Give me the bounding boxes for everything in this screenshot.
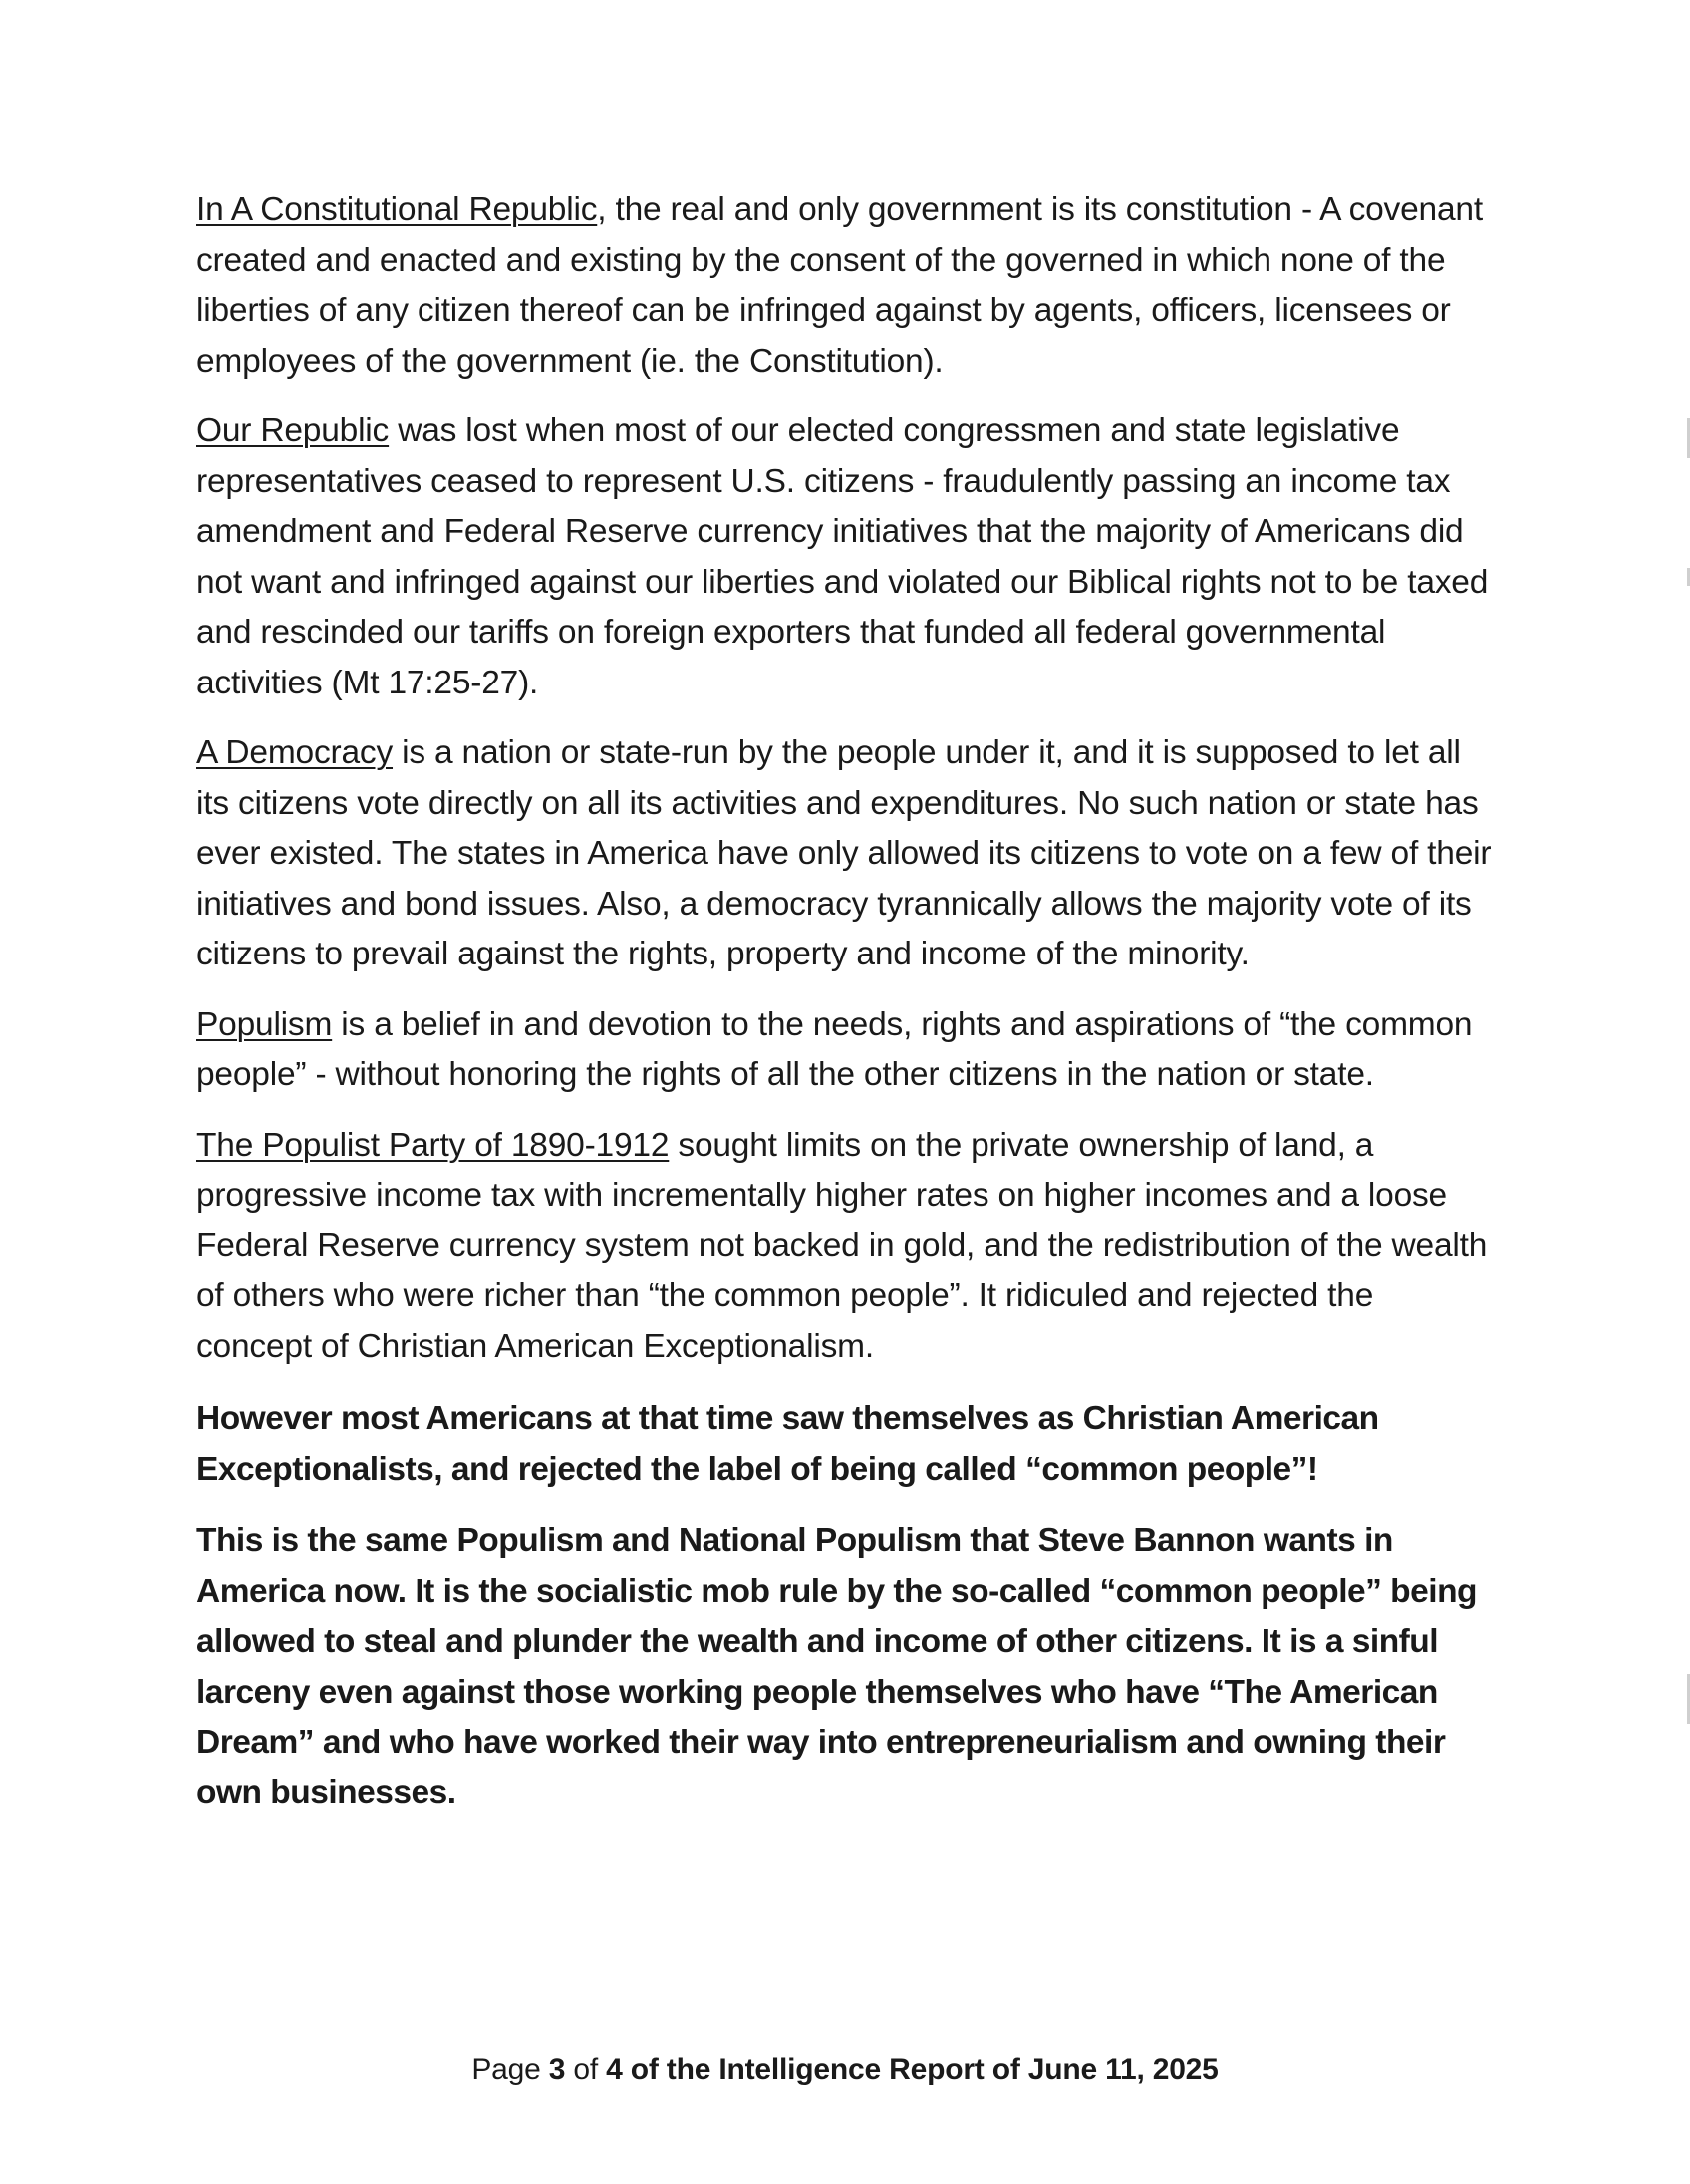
footer-of: of [565, 2053, 607, 2086]
footer-page-number: 3 [548, 2053, 566, 2086]
bold-paragraph-exceptionalists: However most Americans at that time saw themselves as Christian American Exceptionalists, and rejected the label of being called “common people”! [196, 1400, 1379, 1488]
paragraph-text: is a nation or state-run by the people under it, and it is supposed to let all its citizens vote directly on all its activities and expenditures. No such nation or state has ever existed. The states in America have only allowed its citizens to vote on a few of their initiatives and bond issues. Also, a democracy tyrannically allows the majority vote of its citizens to prevail against the rights, property and income of the minority. [196, 734, 1492, 972]
bold-paragraph-bannon: This is the same Populism and National Populism that Steve Bannon wants in America now. It is the socialistic mob rule by the so-called “common people” being allowed to steal and plunder the wealth and income of other citizens. It is a sinful larceny even against those working people themselves who have “The American Dream” and who have worked their way into entrepreneurialism and owning their own businesses. [196, 1522, 1478, 1811]
page-footer [0, 2050, 1690, 2090]
paragraph-constitutional-republic [196, 185, 1492, 387]
paragraph-text: is a belief in and devotion to the needs, rights and aspirations of “the common people” - without honoring the rights of all the other citizens in the nation or state. [196, 1005, 1473, 1093]
term-democracy: A Democracy [196, 734, 394, 771]
term-populism: Populism [196, 1005, 333, 1043]
paragraph-our-republic [196, 407, 1492, 708]
footer-prefix: Page [471, 2053, 549, 2086]
paragraph-text: was lost when most of our elected congressmen and state legislative representatives ceased to represent U.S. citizens - fraudulently passing an income tax amendment and Federal Reserve currency initiatives that the majority of Americans did not want and infringed against our liberties and violated our Biblical rights not to be taxed and rescinded our tariffs on foreign exporters that funded all federal governmental activities (Mt 17:25-27). [196, 412, 1489, 701]
document-body [196, 185, 1492, 1840]
footer-report-title: of the Intelligence Report of June 11, 2025 [622, 2053, 1219, 2086]
term-populist-party: The Populist Party of 1890-1912 [196, 1126, 670, 1164]
paragraph-democracy [196, 728, 1492, 980]
term-constitutional-republic: In A Constitutional Republic [196, 191, 598, 228]
paragraph-populism [196, 1000, 1492, 1101]
term-our-republic: Our Republic [196, 412, 390, 449]
paragraph-populist-party [196, 1121, 1492, 1373]
footer-total-pages: 4 [606, 2053, 623, 2086]
paragraph-text: sought limits on the private ownership of land, a progressive income tax with incrementally higher rates on higher incomes and a loose Federal Reserve currency system not backed in gold, and the redistribution of the wealth of others who were richer than “the common people”. It ridiculed and rejected the concept of Christian American Exceptionalism. [196, 1126, 1488, 1365]
paragraph-text: , the real and only government is its constitution - A covenant created and enacted and existing by the consent of the governed in which none of the liberties of any citizen thereof can be infringed against by agents, officers, licensees or employees of the government (ie. the Constitution). [196, 191, 1483, 380]
